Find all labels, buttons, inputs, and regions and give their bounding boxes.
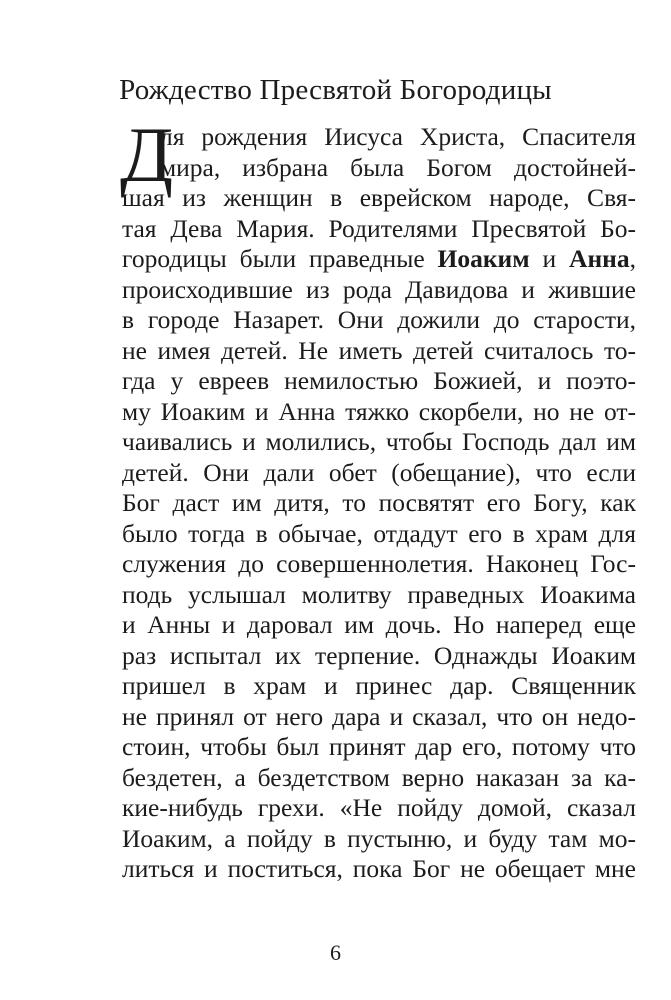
text-line-content: и Анны и даровал им дочь. Но наперед еще	[122, 610, 636, 639]
text-line-content: происходившие из рода Давидова и жившие	[122, 274, 636, 304]
chapter-title: Рождество Пресвятой Богородицы	[119, 74, 552, 106]
text-line	[122, 366, 636, 397]
text-line-content: не принял от него дара и сказал, что он недо-	[122, 701, 636, 731]
text-line	[160, 122, 636, 153]
text-line-content	[122, 244, 636, 275]
text-line	[122, 488, 636, 519]
text-line-content: мира, избрана была Богом достойней-	[160, 152, 636, 182]
text-line	[122, 610, 636, 641]
text-line	[122, 519, 636, 550]
text-line	[122, 824, 636, 855]
text-segment: ,	[629, 244, 636, 273]
text-line	[122, 275, 636, 306]
text-line	[122, 397, 636, 428]
text-line	[122, 763, 636, 794]
text-line	[122, 458, 636, 489]
drop-cap: Д	[120, 111, 174, 198]
text-line-content: Бог даст им дитя, то посвятят его Богу, как	[122, 488, 636, 517]
text-segment: и	[529, 244, 570, 273]
bold-name: Анна	[569, 244, 630, 273]
page-number: 6	[330, 940, 341, 965]
text-line	[122, 244, 636, 275]
text-line-content: шая из женщин в еврейском народе, Свя-	[122, 183, 636, 212]
text-line-content: тая Дева Мария. Родителями Пресвятой Бо-	[122, 213, 636, 243]
text-line-content: му Иоаким и Анна тяжко скорбели, но не от-	[122, 396, 636, 426]
text-line	[122, 549, 636, 580]
text-line-content: детей. Они дали обет (обещание), что если	[122, 457, 636, 487]
text-line	[122, 793, 636, 824]
body-text	[120, 111, 636, 885]
text-line-content: чаивались и молились, чтобы Господь дал им	[122, 427, 636, 456]
text-line-content: кие-нибудь грехи. «Не пойду домой, сказал	[122, 793, 636, 822]
text-line-content: было тогда в обычае, отдадут его в храм для	[122, 518, 636, 548]
text-segment: городицы были праведные	[122, 244, 438, 273]
text-line	[122, 732, 636, 763]
text-line-content: Иоаким, а пойду в пустыню, и буду там мо-	[122, 823, 636, 853]
text-line	[160, 153, 636, 184]
text-line-content: в городе Назарет. Они дожили до старости,	[122, 305, 636, 334]
text-line-content: бездетен, а бездетством верно наказан за ка-	[122, 762, 636, 792]
text-line-content: литься и поститься, пока Бог не обещает мне	[122, 854, 636, 883]
bold-name: Иоаким	[437, 244, 530, 273]
text-line	[122, 702, 636, 733]
text-line-content: подь услышал молитву праведных Иоакима	[122, 579, 636, 609]
text-line	[122, 641, 636, 672]
text-line	[122, 336, 636, 367]
text-line-content: пришел в храм и принес дар. Священник	[122, 671, 636, 700]
text-line-content: ля рождения Иисуса Христа, Спасителя	[160, 122, 636, 151]
text-line-content: служения до совершеннолетия. Наконец Гос-	[122, 549, 636, 578]
text-line-content: гда у евреев немилостью Божией, и поэто-	[122, 366, 636, 395]
text-line-content: стоин, чтобы был принят дар его, потому что	[122, 732, 636, 761]
text-line	[122, 427, 636, 458]
text-line	[122, 854, 636, 885]
text-line-content: не имея детей. Не иметь детей считалось то-	[122, 335, 636, 365]
text-line	[122, 183, 636, 214]
text-line	[122, 214, 636, 245]
text-line	[122, 580, 636, 611]
text-line	[122, 671, 636, 702]
text-line	[122, 305, 636, 336]
text-line-content: раз испытал их терпение. Однажды Иоаким	[122, 640, 636, 670]
